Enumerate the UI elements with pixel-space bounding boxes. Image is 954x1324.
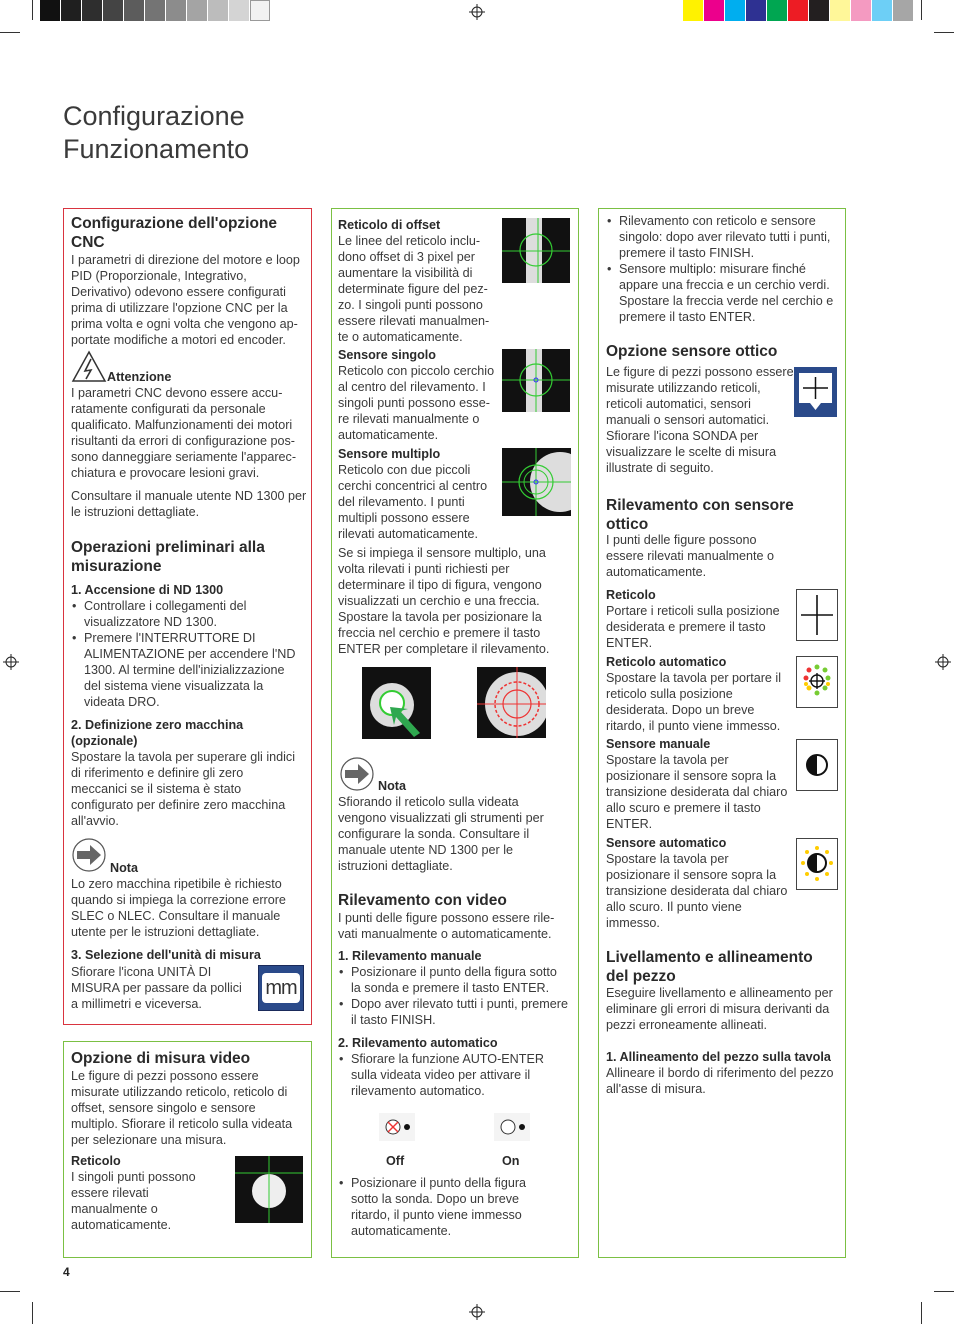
page-title — [63, 100, 249, 166]
list-item: • Premere l'INTERRUTTORE DI ALIMENTAZIONE per accendere l'ND 1300. Al termine dell'inizializzazione del sistema viene visualizzata la videata DRO. — [71, 630, 303, 710]
cnc-option-intro: I parametri di direzione del motore e loop PID (Proporzionale, Integrativo, Derivativo) odevono essere configurati prima di utilizzare l'opzione CNC per la prima volta e ogni volta che vengono ap-portate modifiche a motori ed encoder. — [71, 253, 300, 347]
registration-mark-icon — [3, 654, 19, 670]
crosshair-icon[interactable] — [796, 589, 838, 641]
multi-sensor-image — [502, 448, 571, 516]
auto-crosshair-title: Reticolo automatico — [606, 655, 727, 669]
video-option-content — [71, 1049, 305, 1148]
crosshair-title: Reticolo — [606, 588, 656, 602]
single-sensor-title: Sensore singolo — [338, 348, 436, 362]
step2-text: Spostare la tavola per superare gli indici di riferimento e definire gli zero meccanici se il sistema è stato configurato per definire zero macchina all'avvio. — [71, 750, 296, 828]
multi-sensor-paragraph: Se si impiega il sensore multiplo, una volta rilevati i punti richiesti per determinare il tipo di figura, vengono visualizzati un cerchio e una freccia. Spostare la tavola per posizionare la freccia nel cerchio e premere il tasto ENTER per completare il rilevamento. — [338, 546, 550, 656]
unit-toggle-icon[interactable] — [258, 965, 304, 1011]
auto-detection-bullets — [338, 1051, 570, 1099]
auto-detection-bullets-2 — [338, 1175, 538, 1239]
video-detection-text: I punti delle figure possono essere rile-vati manualmente o automaticamente. — [338, 911, 555, 941]
video-detection-title: Rilevamento con video — [338, 892, 507, 909]
step3-title: 3. Selezione dell'unità di misura — [71, 948, 261, 962]
cnc-option-title: Configurazione dell'opzione CNC — [71, 215, 278, 251]
offset-reticle-image — [502, 218, 570, 283]
page-title-line2: Funzionamento — [63, 134, 250, 164]
page-number: 4 — [63, 1265, 70, 1279]
auto-detection-title: 2. Rilevamento automatico — [338, 1036, 498, 1050]
optical-detection-title: Rilevamento con sensore ottico — [606, 497, 794, 533]
manual-detection-title: 1. Rilevamento manuale — [338, 949, 482, 963]
consult-manual-text: Consultare il manuale utente ND 1300 per le istruzioni dettagliate. — [71, 489, 307, 519]
note-label: Nota — [110, 861, 138, 875]
mm-icon-label: mm — [262, 973, 300, 1003]
crosshair-text: Portare i reticoli sulla posizione desiderata e premere il tasto ENTER. — [606, 604, 780, 650]
auto-sensor-text: Spostare la tavola per posizionare il sensore sopra la transizione desiderata dal chiaro allo scuro. Il punto viene immesso. — [606, 852, 788, 930]
attention-label: Attenzione — [107, 370, 172, 384]
manual-sensor-text: Spostare la tavola per posizionare il sensore sopra la transizione desiderata dal chiaro allo scuro e premere il tasto ENTER. — [606, 753, 788, 831]
list-item: • Rilevamento con reticolo e sensore singolo: dopo aver rilevato tutti i punti, premere il tasto FINISH. — [606, 213, 838, 261]
registration-mark-icon — [469, 1304, 485, 1320]
optical-sensor-option-title: Opzione sensore ottico — [606, 343, 778, 360]
multi-sensor-target-image — [477, 667, 546, 738]
warning-icon — [71, 350, 107, 383]
step3-text: Sfiorare l'icona UNITÀ DI MISURA per passare da pollici a millimetri e viceversa. — [71, 965, 242, 1011]
leveling-title: Livellamento e allineamento del pezzo — [606, 949, 813, 985]
video-option-title: Opzione di misura video — [71, 1050, 251, 1067]
reticolo-text: I singoli punti possono essere rilevati manualmente o automaticamente. — [71, 1170, 196, 1232]
list-item: • Sfiorare la funzione AUTO-ENTER sulla videata video per attivare il rilevamento automatico. — [338, 1051, 570, 1099]
note-arrow-icon — [339, 757, 375, 791]
step2-title: 2. Definizione zero macchina (opzionale) — [71, 718, 244, 748]
note-label: Nota — [378, 779, 406, 793]
auto-crosshair-text: Spostare la tavola per portare il reticolo sulla posizione desiderata. Dopo un breve ritardo, il punto viene immesso. — [606, 671, 782, 733]
optical-detection-text: I punti delle figure possono essere rilevati manualmente o automaticamente. — [606, 533, 774, 579]
step1-title: 1. Accensione di ND 1300 — [71, 583, 224, 597]
manual-sensor-icon[interactable] — [796, 739, 838, 791]
list-item: • Posizionare il punto della figura sotto la sonda. Dopo un breve ritardo, il punto viene immesso automaticamente. — [338, 1175, 538, 1239]
preliminary-ops-title: Operazioni preliminari alla misurazione — [71, 539, 265, 575]
registration-mark-icon — [469, 4, 485, 20]
list-item: • Sensore multiplo: misurare finché appare una freccia e un cerchio verdi. Spostare la freccia verde nel cerchio e premere il tasto ENTER. — [606, 261, 838, 325]
note-text: Sfiorando il reticolo sulla videata vengono visualizzati gli strumenti per configurare la sonda. Consultare il manuale utente ND 1300 per le istruzioni dettagliate. — [338, 795, 544, 873]
video-option-intro: Le figure di pezzi possono essere misurate utilizzando reticolo, reticolo di offset, sensore singolo e sensore multiplo. Sfiorare il reticolo sulla videata per selezionare una misura. — [71, 1069, 293, 1147]
crosshair-image — [235, 1156, 303, 1223]
list-item: • Dopo aver rilevato tutti i punti, premere il tasto FINISH. — [338, 996, 570, 1028]
offset-reticle-title: Reticolo di offset — [338, 218, 441, 232]
leveling-text: Eseguire livellamento e allineamento per eliminare gli errori di misura derivanti da pezzi erroneamente allineati. — [606, 986, 833, 1032]
note-text: Lo zero macchina ripetibile è richiesto quando si impiega la correzione errore SLEC o NLEC. Consultare il manuale utente per le istruzioni dettagliate. — [71, 877, 286, 939]
attention-text: I parametri CNC devono essere accu-ratamente configurati da personale qualificato. Malfunzionamenti dei motori risultanti da errori di configurazione pos-sono danneggiare seriamente l'apparec-chiatura e provocare lesioni gravi. — [71, 386, 297, 480]
offset-reticle-text: Le linee del reticolo inclu-dono offset di 3 pixel per aumentare la visibilità di determinate figure del pez-zo. I singoli punti possono essere rilevati manualmen-te o automaticamente. — [338, 234, 490, 344]
manual-detection-bullets — [338, 964, 570, 1028]
align-title: 1. Allineamento del pezzo sulla tavola — [606, 1050, 831, 1064]
top-bullets — [606, 213, 838, 325]
page-title-line1: Configurazione — [63, 101, 245, 131]
align-text: Allineare il bordo di riferimento del pezzo all'asse di misura. — [606, 1066, 834, 1096]
manual-sensor-title: Sensore manuale — [606, 737, 711, 751]
optical-sensor-option-text: Le figure di pezzi possono essere misurate utilizzando reticoli, reticoli automatici, sensori manuali o sensori automatici. Sfiorare l'icona SONDA per visualizzare le scelte di misura illustrate di seguito. — [606, 365, 794, 475]
multi-sensor-title: Sensore multiplo — [338, 447, 441, 461]
reticolo-title: Reticolo — [71, 1154, 121, 1168]
auto-sensor-icon[interactable] — [796, 838, 838, 890]
single-sensor-image — [502, 349, 570, 412]
single-sensor-text: Reticolo con piccolo cerchio al centro del rilevamento. I singoli punti possono esse-re rilevati manualmente o automaticamente. — [338, 364, 495, 442]
step1-bullets — [71, 598, 303, 710]
auto-sensor-title: Sensore automatico — [606, 836, 727, 850]
auto-enter-on-icon[interactable] — [494, 1113, 530, 1141]
list-item: • Controllare i collegamenti del visualizzatore ND 1300. — [71, 598, 303, 630]
note-arrow-icon — [71, 838, 107, 872]
auto-crosshair-icon[interactable] — [796, 656, 838, 708]
multi-sensor-arrow-image — [362, 667, 431, 739]
list-item: • Posizionare il punto della figura sotto la sonda e premere il tasto ENTER. — [338, 964, 570, 996]
auto-enter-off-icon[interactable] — [379, 1113, 415, 1141]
multi-sensor-text: Reticolo con due piccoli cerchi concentrici al centro del rilevamento. I punti multipli possono essere rilevati automaticamente. — [338, 463, 488, 541]
on-label: On — [502, 1154, 520, 1168]
cnc-option-content — [71, 214, 305, 348]
registration-mark-icon — [935, 654, 951, 670]
off-label: Off — [386, 1154, 405, 1168]
probe-icon[interactable] — [794, 367, 837, 417]
